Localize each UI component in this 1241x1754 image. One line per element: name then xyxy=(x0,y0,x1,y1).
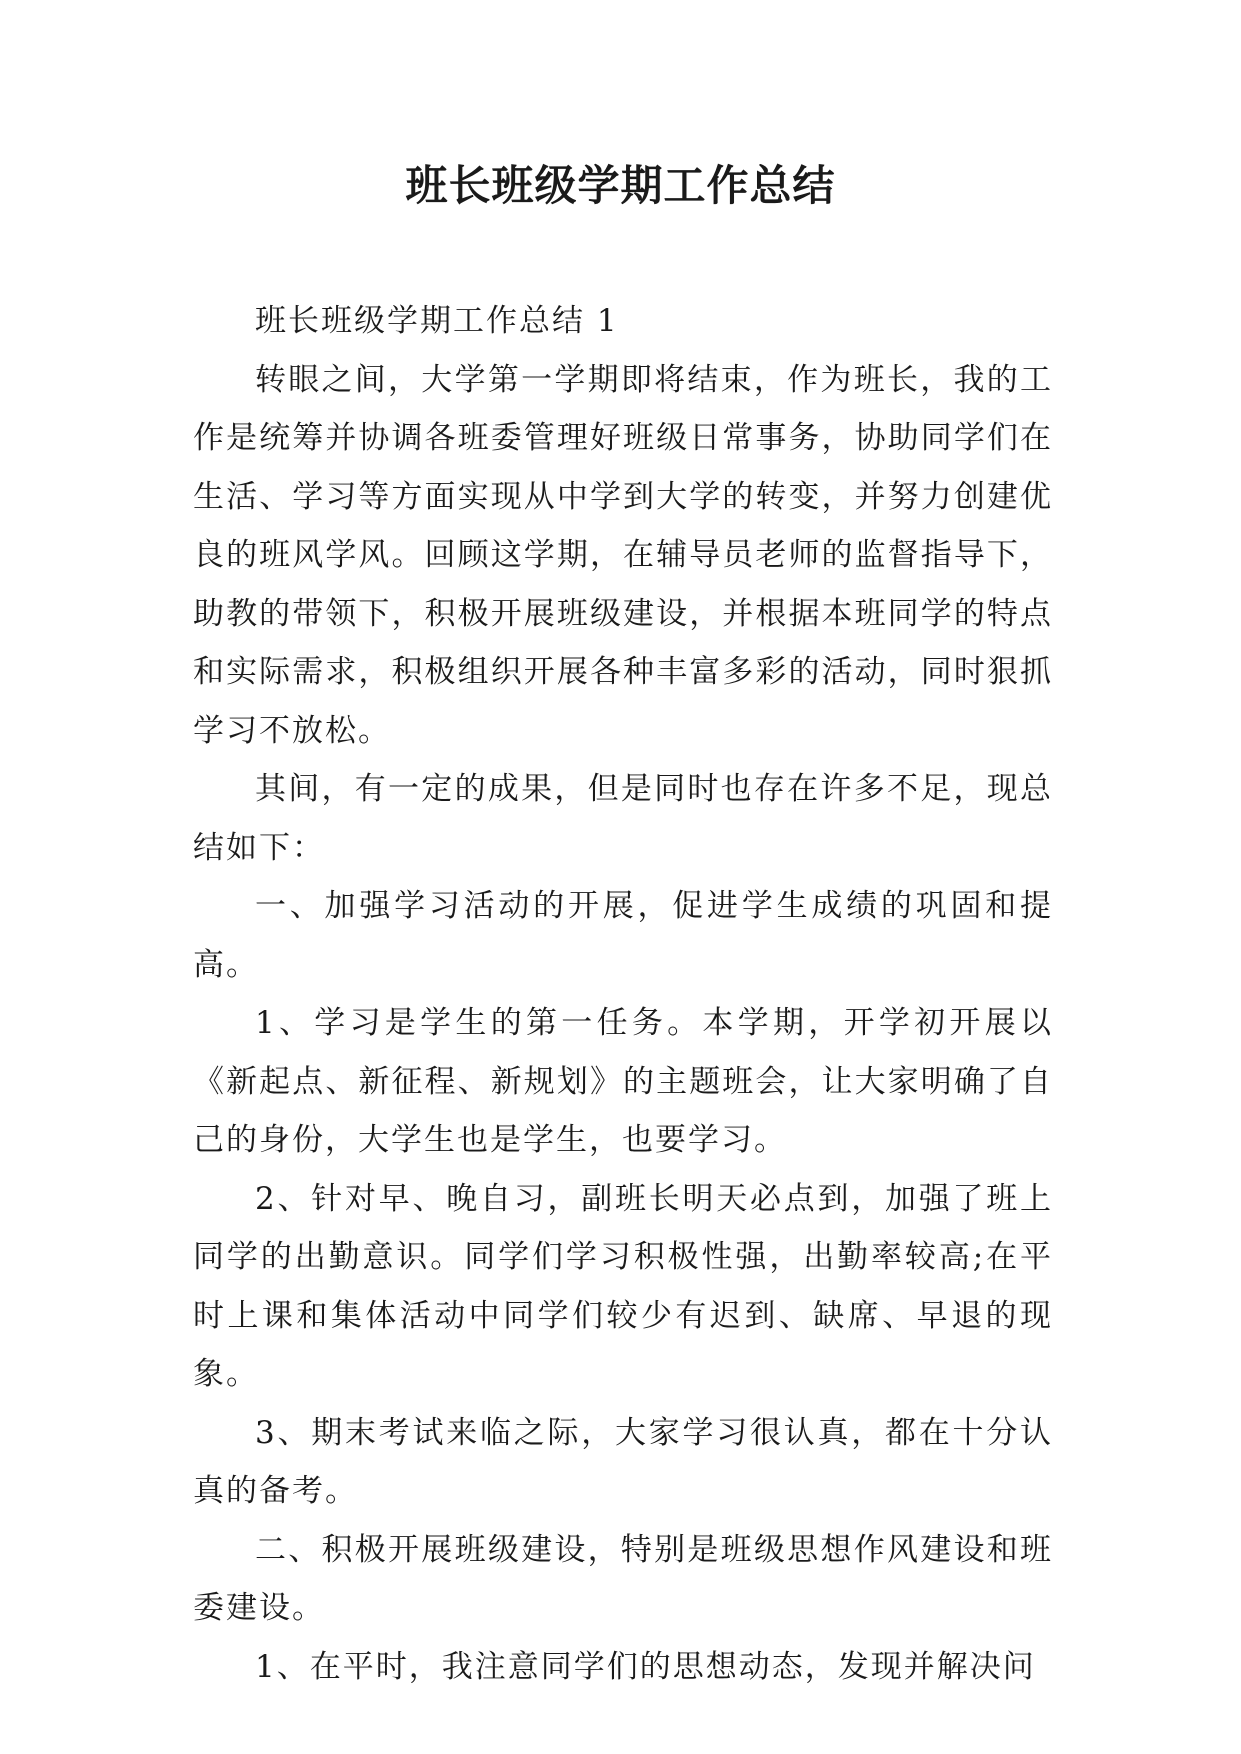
paragraph: 转眼之间，大学第一学期即将结束，作为班长，我的工作是统筹并协调各班委管理好班级日常事务，协助同学们在生活、学习等方面实现从中学到大学的转变，并努力创建优良的班风学风。回顾这学期，在辅导员老师的监督指导下，助教的带领下，积极开展班级建设，并根据本班同学的特点和实际需求，积极组织开展各种丰富多彩的活动，同时狠抓学习不放松。 xyxy=(193,361,1053,749)
section-heading: 班长班级学期工作总结 1 xyxy=(255,303,619,339)
paragraph: 二、积极开展班级建设，特别是班级思想作风建设和班委建设。 xyxy=(193,1531,1053,1626)
paragraph: 3、期末考试来临之际，大家学习很认真，都在十分认真的备考。 xyxy=(193,1414,1053,1509)
paragraph: 其间，有一定的成果，但是同时也存在许多不足，现总结如下： xyxy=(193,771,1053,866)
paragraph: 一、加强学习活动的开展，促进学生成绩的巩固和提高。 xyxy=(193,888,1053,983)
paragraph: 1、在平时，我注意同学们的思想动态，发现并解决问 xyxy=(255,1648,1036,1685)
document-title: 班长班级学期工作总结 xyxy=(405,161,836,210)
document-body xyxy=(193,292,1053,1696)
paragraph: 2、针对早、晚自习，副班长明天必点到，加强了班上同学的出勤意识。同学们学习积极性强，出勤率较高;在平时上课和集体活动中同学们较少有迟到、缺席、早退的现象。 xyxy=(193,1180,1053,1392)
paragraph: 1、学习是学生的第一任务。本学期，开学初开展以《新起点、新征程、新规划》的主题班会，让大家明确了自己的身份，大学生也是学生，也要学习。 xyxy=(193,1005,1053,1158)
